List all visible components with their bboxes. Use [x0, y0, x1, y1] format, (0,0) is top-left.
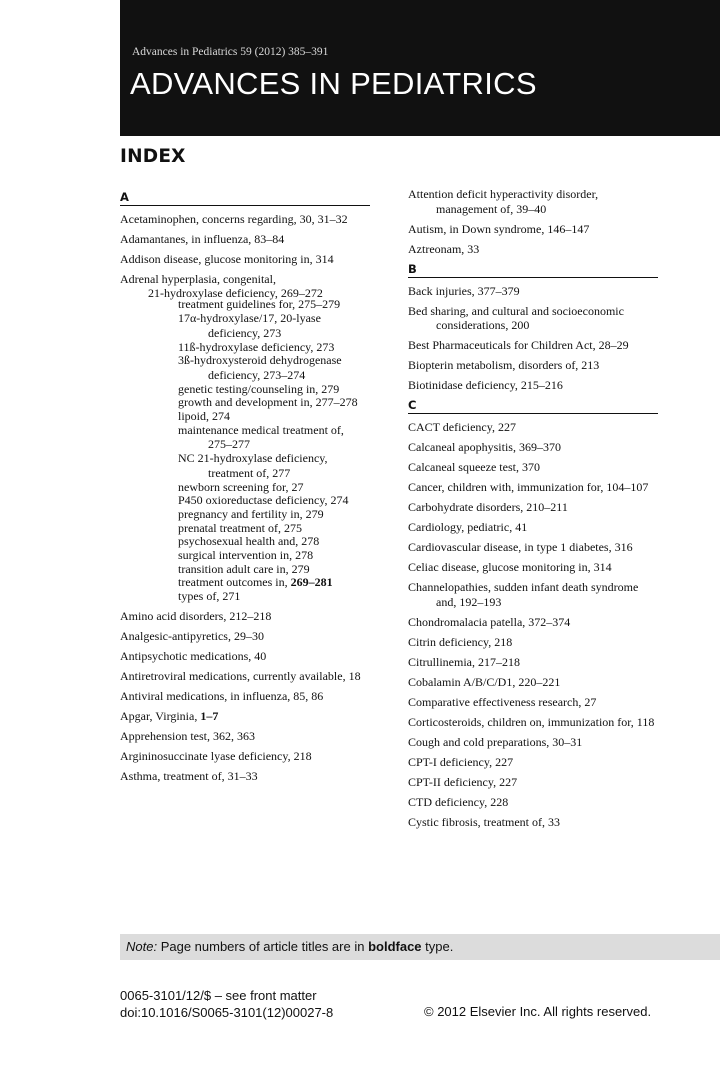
index-entry: Citrin deficiency, 218 [408, 635, 513, 650]
index-entry: Argininosuccinate lyase deficiency, 218 [120, 749, 312, 764]
index-entry: Antiretroviral medications, currently available, 18 [120, 669, 361, 684]
footer-identifiers [120, 988, 333, 1021]
index-entry: Acetaminophen, concerns regarding, 30, 31–32 [120, 212, 348, 226]
journal-title: ADVANCES IN PEDIATRICS [130, 66, 537, 101]
index-entry: Apprehension test, 362, 363 [120, 729, 255, 744]
section-letter-a: A [120, 190, 370, 206]
index-column-left [120, 186, 370, 789]
index-entry: Aztreonam, 33 [408, 241, 480, 256]
index-subentry: newborn screening for, 27 [178, 479, 304, 494]
index-entry: Best Pharmaceuticals for Children Act, 28–29 [408, 338, 629, 353]
index-entry: Corticosteroids, children on, immunization for, 118 [408, 715, 655, 730]
index-subentry: lipoid, 274 [178, 409, 231, 424]
index-entry: Asthma, treatment of, 31–33 [120, 769, 258, 784]
index-subentry: prenatal treatment of, 275 [178, 520, 302, 535]
index-entry: Back injuries, 377–379 [408, 283, 520, 298]
index-entry: Apgar, Virginia, 1–7 [120, 709, 219, 724]
index-subentry: types of, 271 [178, 589, 241, 604]
copyright-notice: © 2012 Elsevier Inc. All rights reserved. [424, 1004, 652, 1019]
index-entry: Cobalamin A/B/C/D1, 220–221 [408, 675, 561, 690]
index-subentry: 17α-hydroxylase/17, 20-lyase deficiency, 273 [178, 311, 321, 340]
index-entry: Addison disease, glucose monitoring in, 314 [120, 252, 334, 266]
index-entry: Cough and cold preparations, 30–31 [408, 735, 583, 750]
index-subentry: psychosexual health and, 278 [178, 534, 320, 549]
index-entry: Bed sharing, and cultural and socioeconomic considerations, 200 [408, 303, 624, 333]
index-entry: Antiviral medications, in influenza, 85, 86 [120, 689, 324, 704]
index-subentry: pregnancy and fertility in, 279 [178, 506, 324, 521]
index-subentry: growth and development in, 277–278 [178, 395, 358, 410]
index-entry-main: Adrenal hyperplasia, congenital, [120, 272, 276, 286]
index-heading: INDEX [120, 146, 186, 167]
boldface-note: Note: Page numbers of article titles are in boldface type. [126, 939, 454, 954]
index-entry: Biopterin metabolism, disorders of, 213 [408, 358, 600, 373]
index-entry: Celiac disease, glucose monitoring in, 314 [408, 560, 612, 575]
note-band [120, 934, 720, 960]
index-entry: Amino acid disorders, 212–218 [120, 609, 272, 624]
index-entry: Citrullinemia, 217–218 [408, 655, 520, 670]
index-entry: Antipsychotic medications, 40 [120, 649, 267, 664]
index-subentry: genetic testing/counseling in, 279 [178, 381, 340, 396]
index-subentry: 3ß-hydroxysteroid dehydrogenase deficiency, 273–274 [178, 353, 342, 382]
index-subentry: maintenance medical treatment of, 275–277 [178, 422, 344, 452]
index-entry: Carbohydrate disorders, 210–211 [408, 500, 568, 515]
index-entry: Attention deficit hyperactivity disorder, management of, 39–40 [408, 187, 599, 216]
index-entry: Analgesic-antipyretics, 29–30 [120, 629, 264, 644]
index-entry: Cystic fibrosis, treatment of, 33 [408, 815, 560, 830]
index-entry: Autism, in Down syndrome, 146–147 [408, 221, 590, 236]
index-column-right [408, 187, 658, 835]
index-entry: CACT deficiency, 227 [408, 420, 516, 435]
index-subentry: P450 oxioreductase deficiency, 274 [178, 493, 349, 508]
index-subentry: transition adult care in, 279 [178, 561, 310, 576]
index-subentry: treatment outcomes in, 269–281 [178, 575, 333, 590]
index-entry: CTD deficiency, 228 [408, 795, 509, 810]
index-entry: Calcaneal squeeze test, 370 [408, 460, 540, 475]
journal-citation: Advances in Pediatrics 59 (2012) 385–391 [132, 46, 329, 58]
index-entry: Cancer, children with, immunization for, 104–107 [408, 480, 649, 495]
index-subentry: surgical intervention in, 278 [178, 548, 314, 563]
doi-line: doi:10.1016/S0065-3101(12)00027-8 [120, 1004, 334, 1020]
index-subentry: 11ß-hydroxylase deficiency, 273 [178, 339, 335, 354]
index-entry: Cardiovascular disease, in type 1 diabetes, 316 [408, 540, 633, 555]
index-entry: Chondromalacia patella, 372–374 [408, 615, 571, 630]
index-entry: Calcaneal apophysitis, 369–370 [408, 440, 561, 455]
section-letter-b: B [408, 262, 658, 278]
index-entry: CPT-I deficiency, 227 [408, 755, 514, 770]
index-entry-adrenal-hyperplasia [120, 272, 370, 604]
issn-line: 0065-3101/12/$ – see front matter [120, 988, 317, 1003]
section-letter-c: C [408, 398, 658, 414]
index-subsubentry: treatment guidelines for, 275–279 [178, 297, 341, 312]
index-subentry: 21-hydroxylase deficiency, 269–272 [148, 285, 323, 300]
index-entry: Channelopathies, sudden infant death syndrome and, 192–193 [408, 580, 639, 610]
journal-header-band [120, 0, 720, 136]
index-subentry: NC 21-hydroxylase deficiency, treatment of, 277 [178, 451, 328, 480]
index-entry: Cardiology, pediatric, 41 [408, 520, 528, 535]
index-entry: Comparative effectiveness research, 27 [408, 695, 597, 710]
index-entry: Biotinidase deficiency, 215–216 [408, 378, 563, 393]
index-entry: CPT-II deficiency, 227 [408, 775, 518, 790]
index-entry: Adamantanes, in influenza, 83–84 [120, 232, 285, 246]
